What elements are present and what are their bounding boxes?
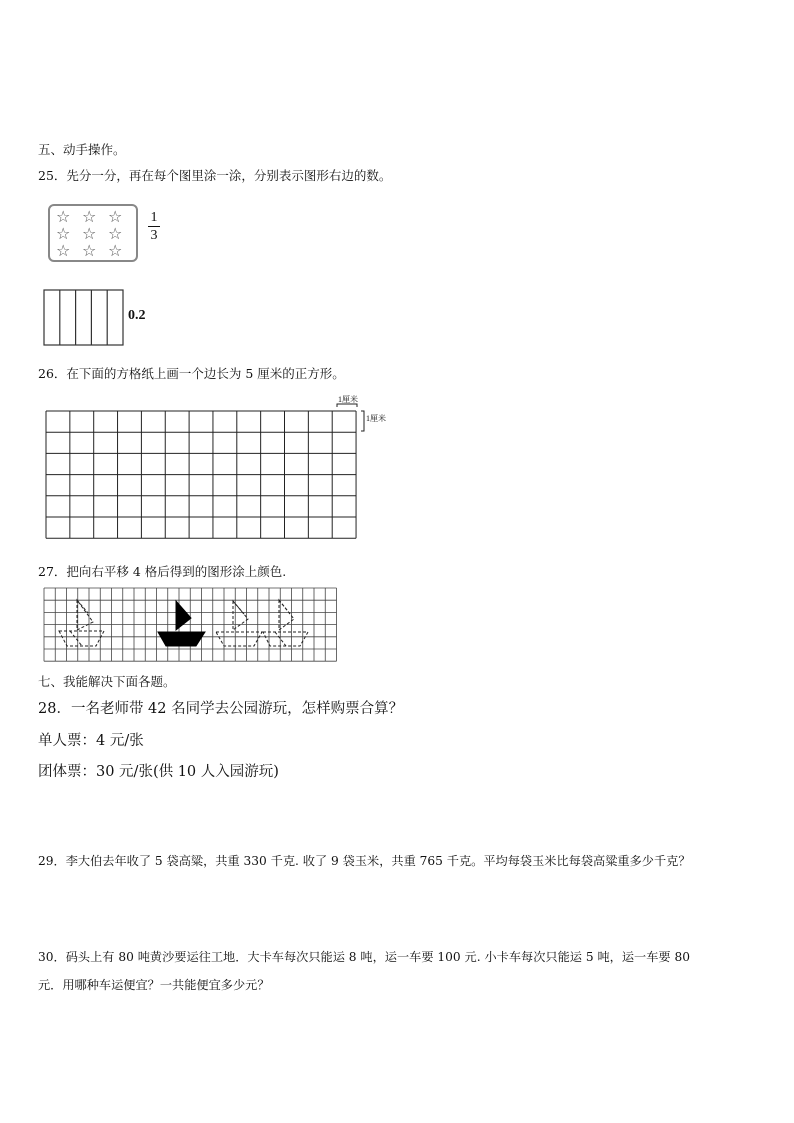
black-sailboat <box>158 601 205 646</box>
dashed-boat-middle <box>216 601 262 646</box>
dashed-boat-right <box>263 600 308 646</box>
star-icon: ☆ <box>108 241 123 260</box>
question-26-text: 26．在下面的方格纸上画一个边长为 5 厘米的正方形。 <box>38 366 345 381</box>
group-ticket-price: 团体票：30 元/张(供 10 人入园游玩) <box>38 764 279 780</box>
question-28-text: 28．一名老师带 42 名同学去公园游玩，怎样购票合算？ <box>38 701 404 717</box>
star-icon: ☆ <box>82 224 97 243</box>
fraction-denominator: 3 <box>150 228 158 243</box>
unit-width-label: 1厘米 <box>338 395 358 404</box>
question-30-text-line2: 元．用哪种车运便宜？一共能便宜多少元？ <box>38 978 270 992</box>
star-icon: ☆ <box>56 241 71 260</box>
star-icon: ☆ <box>56 207 71 226</box>
star-icon: ☆ <box>108 207 123 226</box>
section-five-heading: 五、动手操作。 <box>38 142 126 157</box>
star-icon: ☆ <box>56 224 71 243</box>
single-ticket-price: 单人票：4 元/张 <box>38 733 144 749</box>
dashed-boat-left <box>59 600 104 646</box>
strip-value-label: 0.2 <box>128 308 146 323</box>
question-25-text: 25．先分一分，再在每个图里涂一涂，分别表示图形右边的数。 <box>38 168 392 183</box>
question-30-text-line1: 30．码头上有 80 吨黄沙要运往工地．大卡车每次只能运 8 吨，运一车要 100 元. 小卡车每次只能运 5 吨，运一车要 80 <box>38 950 690 964</box>
question-27-text: 27．把向右平移 4 格后得到的图形涂上颜色. <box>38 564 287 579</box>
unit-height-label: 1厘米 <box>366 414 386 423</box>
star-icon: ☆ <box>82 241 97 260</box>
section-seven-heading: 七、我能解决下面各题。 <box>38 674 176 689</box>
star-icon: ☆ <box>108 224 123 243</box>
star-icon: ☆ <box>82 207 97 226</box>
fraction-numerator: 1 <box>150 210 158 225</box>
question-29-text: 29．李大伯去年收了 5 袋高粱，共重 330 千克. 收了 9 袋玉米，共重 765 千克。平均每袋玉米比每袋高粱重多少千克？ <box>38 854 691 868</box>
